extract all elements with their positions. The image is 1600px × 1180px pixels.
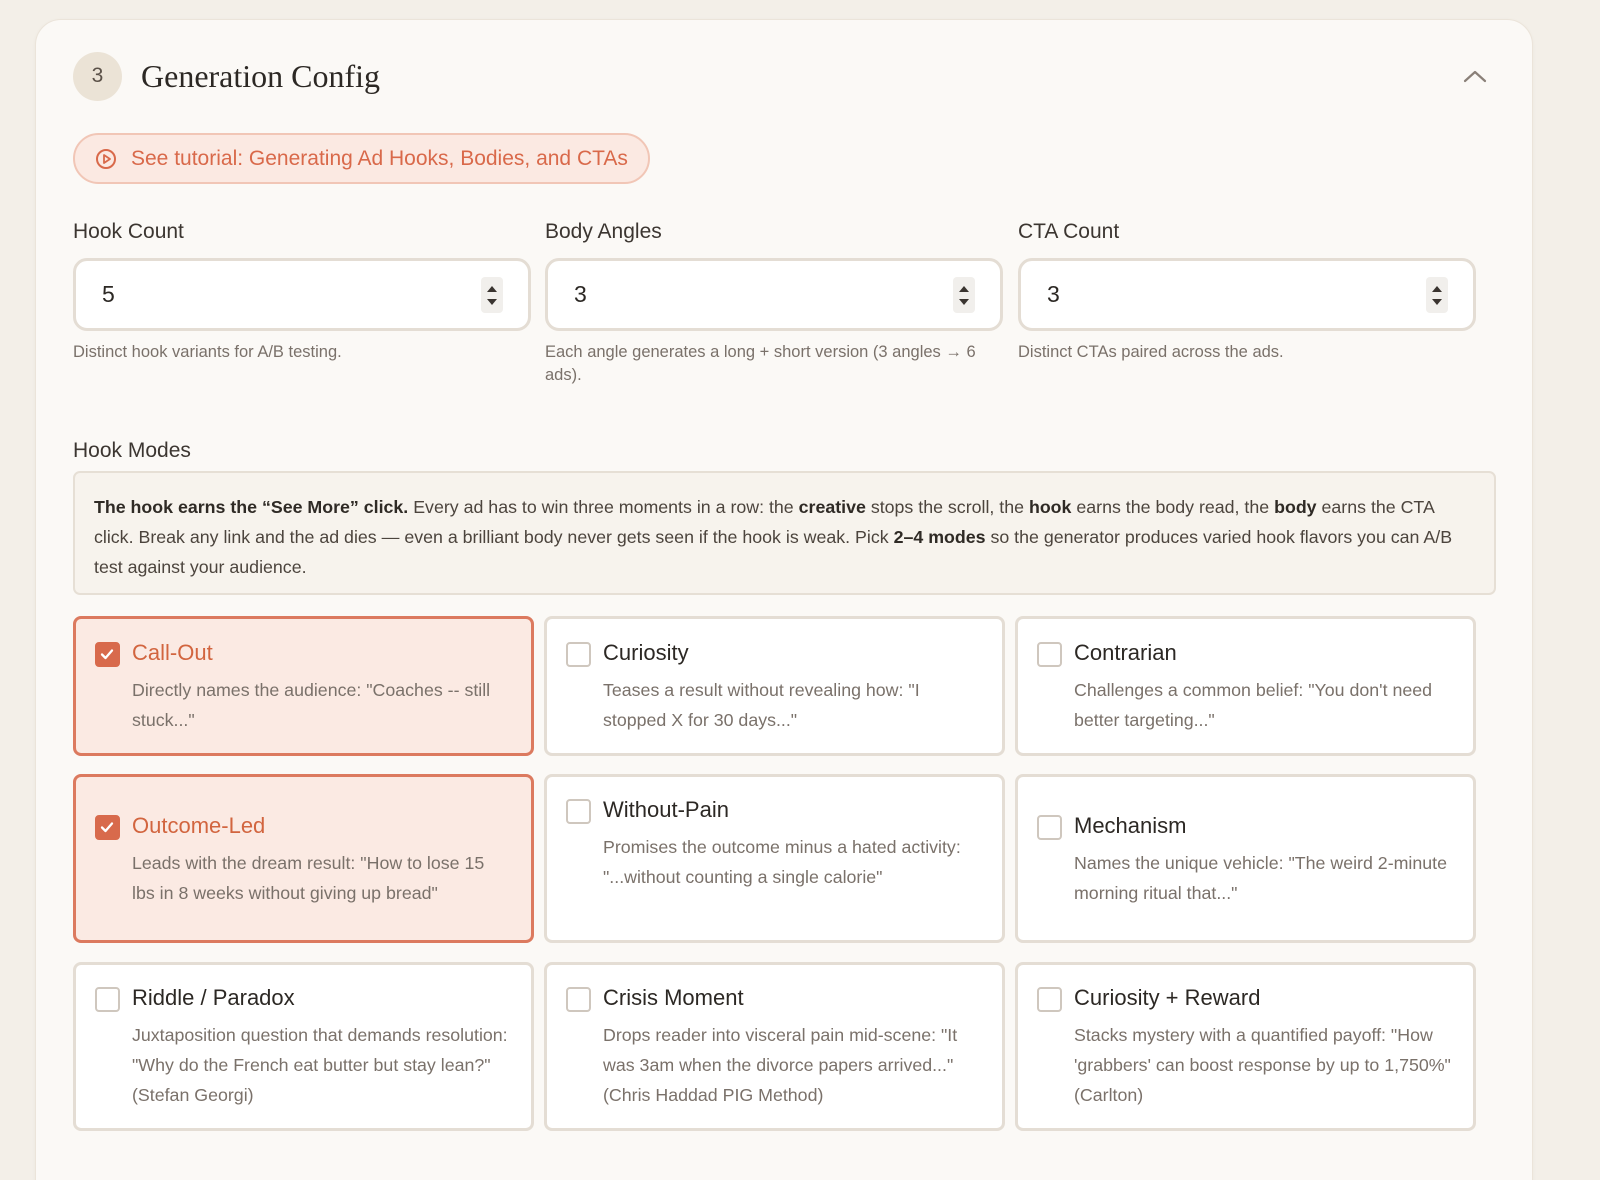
mode-card-contrarian[interactable]: [1015, 616, 1476, 756]
mode-description: Stacks mystery with a quantified payoff: "How 'grabbers' can boost response by up to 1,750%" (Carlton): [1074, 1025, 1451, 1105]
mode-description: Challenges a common belief: "You don't need better targeting...": [1074, 680, 1433, 730]
body-angles-input[interactable]: [545, 258, 1003, 331]
mode-description: Teases a result without revealing how: "I stopped X for 30 days...": [603, 680, 920, 730]
body-angles-stepper[interactable]: [953, 277, 975, 313]
cta-count-stepper[interactable]: [1426, 277, 1448, 313]
mode-description: Leads with the dream result: "How to lose 15 lbs in 8 weeks without giving up bread": [132, 853, 485, 903]
mode-checkbox[interactable]: [95, 815, 120, 840]
tutorial-link[interactable]: [73, 133, 650, 184]
tutorial-label: See tutorial: Generating Ad Hooks, Bodies, and CTAs: [131, 146, 628, 170]
mode-title: Outcome-Led: [132, 813, 266, 838]
mode-description: Juxtaposition question that demands resolution: "Why do the French eat butter but stay lean?" (Stefan Georgi): [132, 1025, 508, 1105]
mode-description: Promises the outcome minus a hated activity: "...without counting a single calorie": [603, 837, 961, 887]
hook-count-help: Distinct hook variants for A/B testing.: [73, 343, 342, 361]
hook-modes-label: Hook Modes: [73, 439, 191, 462]
mode-checkbox[interactable]: [95, 642, 120, 667]
arrow-down-icon[interactable]: [1432, 299, 1442, 305]
section-header: [73, 51, 1495, 101]
hook-count-input[interactable]: [73, 258, 531, 331]
mode-checkbox[interactable]: [566, 987, 591, 1012]
mode-card-call-out[interactable]: [73, 616, 534, 756]
mode-description: Drops reader into visceral pain mid-scene: "It was 3am when the divorce papers arrived..." (Chris Haddad PIG Method): [603, 1025, 958, 1105]
info-text: earns the CTA click. Break any link and the ad dies — even a brilliant body never gets seen if the hook is weak. Pick: [94, 497, 1434, 547]
generation-config-panel: [35, 19, 1533, 1180]
body-angles-help: Each angle generates a long + short version (3 angles → 6 ads).: [545, 343, 976, 384]
info-text: Every ad has to win three moments in a row: the: [408, 497, 799, 517]
mode-title: Curiosity + Reward: [1074, 985, 1261, 1010]
section-title: Generation Config: [141, 57, 381, 94]
hook-modes-info: [73, 471, 1496, 595]
mode-description: Directly names the audience: "Coaches -- still stuck...": [132, 680, 491, 730]
hook-count-value: 5: [102, 281, 115, 307]
mode-checkbox[interactable]: [1037, 642, 1062, 667]
mode-card-without-pain[interactable]: [544, 774, 1005, 943]
mode-checkbox[interactable]: [566, 799, 591, 824]
body-angles-label: Body Angles: [545, 220, 662, 243]
mode-card-crisis-moment[interactable]: [544, 962, 1005, 1131]
mode-card-curiosity[interactable]: [544, 616, 1005, 756]
mode-title: Without-Pain: [603, 797, 729, 822]
arrow-up-icon[interactable]: [1432, 286, 1442, 292]
info-strong: hook: [1028, 497, 1072, 517]
step-number-badge: 3: [73, 52, 122, 101]
cta-count-value: 3: [1047, 281, 1060, 307]
hook-count-field: [73, 220, 531, 364]
check-icon: [99, 819, 115, 835]
mode-title: Contrarian: [1074, 640, 1177, 665]
mode-card-curiosity-reward[interactable]: [1015, 962, 1476, 1131]
body-angles-field: [545, 220, 1003, 387]
mode-title: Call-Out: [132, 640, 213, 665]
hook-count-stepper[interactable]: [481, 277, 503, 313]
cta-count-label: CTA Count: [1018, 220, 1120, 243]
info-strong: creative: [798, 497, 866, 517]
mode-title: Curiosity: [603, 640, 689, 665]
arrow-up-icon[interactable]: [959, 286, 969, 292]
info-text: stops the scroll, the: [865, 497, 1029, 517]
mode-title: Crisis Moment: [603, 985, 744, 1010]
info-text: so the generator produces varied hook flavors you can A/B test against your audience.: [94, 527, 1453, 577]
mode-checkbox[interactable]: [1037, 987, 1062, 1012]
info-text: earns the body read, the: [1071, 497, 1275, 517]
mode-card-outcome-led[interactable]: [73, 774, 534, 943]
mode-checkbox[interactable]: [95, 987, 120, 1012]
info-strong: body: [1274, 497, 1317, 517]
check-icon: [99, 646, 115, 662]
info-lead: The hook earns the “See More” click.: [94, 497, 409, 517]
play-circle-icon: [95, 148, 117, 170]
cta-count-input[interactable]: [1018, 258, 1476, 331]
mode-title: Riddle / Paradox: [132, 985, 295, 1010]
mode-checkbox[interactable]: [566, 642, 591, 667]
info-strong: 2–4 modes: [893, 527, 986, 547]
cta-count-help: Distinct CTAs paired across the ads.: [1018, 343, 1284, 361]
chevron-up-icon: [1463, 69, 1487, 83]
cta-count-field: [1018, 220, 1476, 364]
collapse-button[interactable]: [1455, 56, 1495, 96]
arrow-down-icon[interactable]: [959, 299, 969, 305]
mode-card-riddle-paradox[interactable]: [73, 962, 534, 1131]
arrow-down-icon[interactable]: [487, 299, 497, 305]
mode-description: Names the unique vehicle: "The weird 2-minute morning ritual that...": [1074, 853, 1447, 903]
count-fields: [73, 220, 1496, 390]
mode-card-mechanism[interactable]: [1015, 774, 1476, 943]
mode-checkbox[interactable]: [1037, 815, 1062, 840]
body-angles-value: 3: [574, 281, 587, 307]
hook-count-label: Hook Count: [73, 220, 184, 243]
mode-title: Mechanism: [1074, 813, 1187, 838]
arrow-up-icon[interactable]: [487, 286, 497, 292]
